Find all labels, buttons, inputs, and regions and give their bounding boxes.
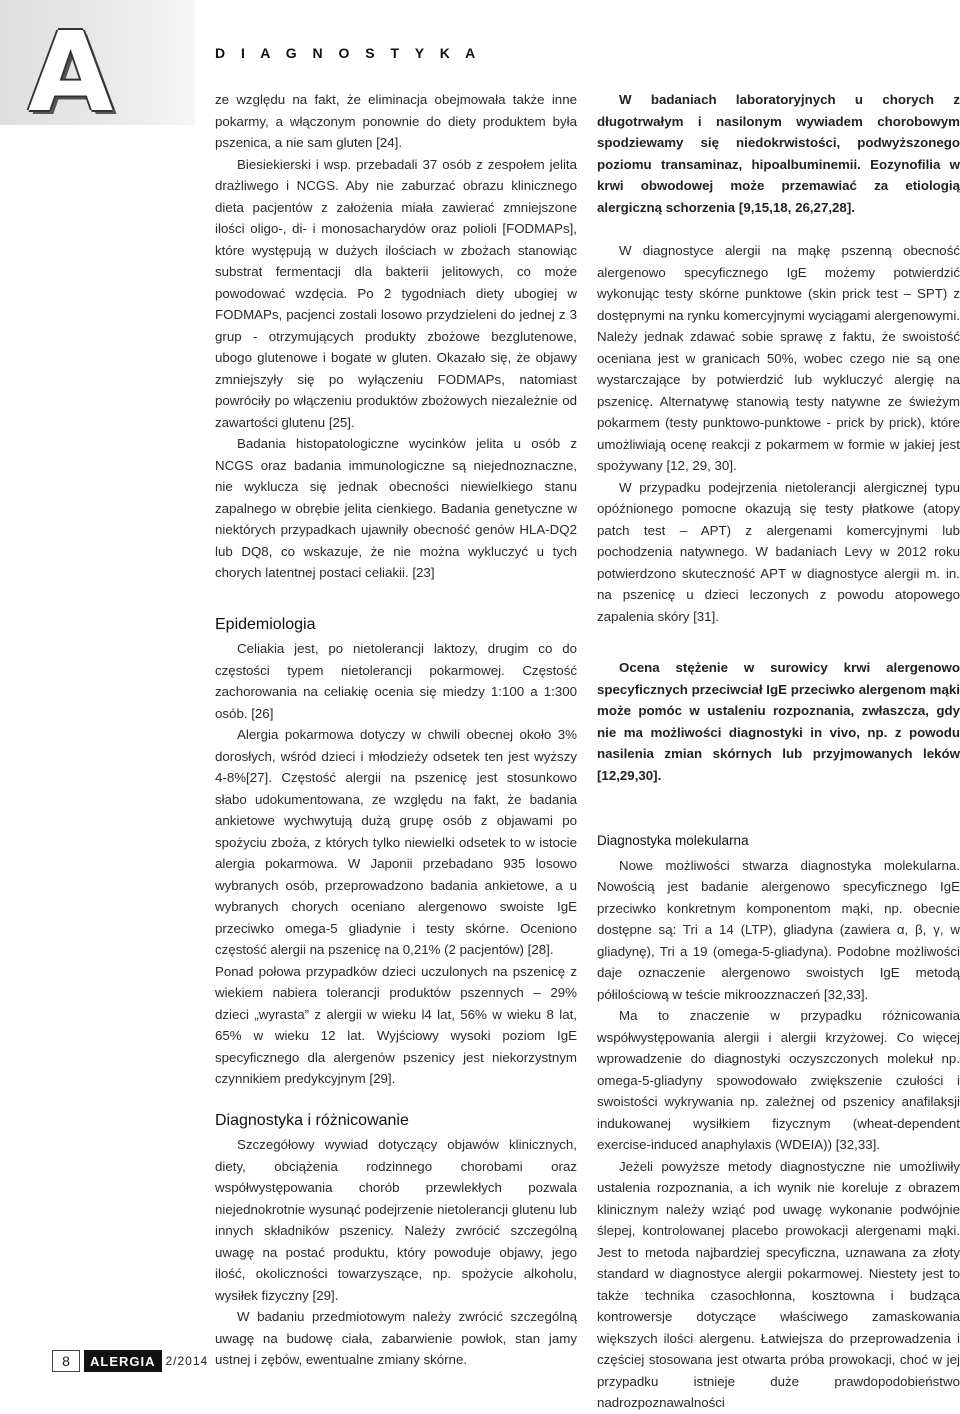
paragraph: Biesiekierski i wsp. przebadali 37 osób z zespołem jelita drażliwego i NCGS. Aby nie zaburzać obrazu klinicznego dieta pacjentów z założenia miała zawierać zmniejszone ilości oligo-, di- i monosacharydów oraz polioli [FODMAPs], które występują w dużych ilościach w zbożach stanowiąc substrat fermentacji dla bakterii jelitowych, co może powodować wzdęcia. Po 2 tygodniach diety ubogiej w FODMAPs, pacjenci zostali losowo przydzieleni do jednej z 3 grup - otrzymujących produkty zbożowe bezglutenowe, ubogo glutenowe i bogate w gluten. Okazało się, że objawy zmniejszyły się po wyłączeniu FODMAPs, natomiast powróciły po włączeniu produktów zbożowych niezależnie od zawartości glutenu [25]. [215, 156, 577, 430]
section-logo-letter: A [28, 8, 114, 136]
paragraph: ze względu na fakt, że eliminacja obejmowała także inne pokarmy, a włączonym ponownie do diety produktem była pszenica, a nie sam gluten [24]. [215, 92, 577, 150]
highlight-paragraph: W badaniach laboratoryjnych u chorych z długotrwałym i nasilonym wywiadem chorobowym spodziewamy się niedokrwistości, podwyższonego poziomu transaminaz, hipoalbuminemii. Eozynofilia w krwi obwodowej może przemawiać za etiologią alergiczną schorzenia [9,15,18, 26,27,28]. [597, 92, 960, 215]
section-title: D I A G N O S T Y K A [215, 45, 482, 61]
paragraph: Ponad połowa przypadków dzieci uczulonych na pszenicę z wiekiem nabiera tolerancji produktów pszennych – 29% dzieci „wyrasta” z alergii w wieku l4 lat, 56% w wieku 8 lat, 65% w wieku 12 lat. Wyjściowy wysoki poziom IgE specyficznego dla alergenów pszenicy jest niekorzystnym czynnikiem predykcyjnym [29]. [215, 963, 577, 1086]
paragraph: Badania histopatologiczne wycinków jelita u osób z NCGS oraz badania immunologiczne są niejednoznaczne, nie wyklucza się jednak obecności niewielkiego stanu zapalnego w obrębie jelita cienkiego. Badania genetyczne w niektórych przypadkach ujawniły obecność genów HLA-DQ2 lub DQ8, co wskazuje, że nie można wykluczyć u tych chorych latentnej postaci celiakii. [23] [215, 436, 577, 580]
paragraph: Szczegółowy wywiad dotyczący objawów klinicznych, diety, obciążenia rodzinnego chorobami oraz współwystępowania chorób przewlekłych pozwala niejednokrotnie wysunąć podejrzenie nietolerancji glutenu lub innych składników pszenicy. Należy zwrócić szczególną uwagę na postać produktu, który powoduje objawy, jego ilość, okoliczności towarzyszące, np. spożycie alkoholu, wysiłek fizyczny [29]. [215, 1137, 577, 1303]
paragraph: W przypadku podejrzenia nietolerancji alergicznej typu opóźnionego pomocne okazują się testy płatkowe (atopy patch test – APT) z alergenami komercyjnymi lub pochodzenia natywnego. W badaniach Levy w 2012 roku potwierdzono skuteczność APT w diagnostyce alergii m. in. na pszenicę u dzieci leczonych z powodu atopowego zapalenia skóry [31]. [597, 479, 960, 624]
journal-issue: 2/2014 [165, 1354, 209, 1368]
heading-diagnostyka: Diagnostyka i różnicowanie [215, 1111, 409, 1129]
paragraph: W badaniu przedmiotowym należy zwrócić szczególną uwagę na budowę ciała, zabarwienie powłok, stan jamy ustnej i zębów, ewentualne zmiany skórne. [215, 1309, 577, 1367]
paragraph: W diagnostyce alergii na mąkę pszenną obecność alergenowo specyficznego IgE możemy potwierdzić wykonując testy skórne punktowe (skin prick test – SPT) z dostępnymi na rynku komercyjnymi wyciągami alergenowymi. Należy jednak zdawać sobie sprawę z faktu, że swoistość oceniana jest w granicach 50%, wobec czego nie są one wystarczające by potwierdzić lub wykluczyć alergię na pszenicę. Alternatywę stanowią testy natywne ze świeżym pokarmem (testy punktowo-punktowe - prick by prick), które umożliwiają ocenę reakcji z pokarmem w formie w jakiej jest spożywany [12, 29, 30]. [597, 243, 960, 473]
page-number: 8 [52, 1350, 80, 1372]
page-footer [52, 1350, 208, 1372]
highlight-paragraph: Ocena stężenie w surowicy krwi alergenowo specyficznych przeciwciał IgE przeciwko alergenom mąki może pomóc w ustaleniu rozpoznania, zwłaszcza, gdy nie ma możliwości diagnostyki in vivo, np. z powodu nasilenia zmian skórnych lub przyjmowanych leków [12,29,30]. [597, 660, 960, 783]
paragraph: Ma to znaczenie w przypadku różnicowania współwystępowania alergii i alergii krzyżowej. Co więcej wprowadzenie do diagnostyki oczyszczonych molekuł np. omega-5-gliadyny spowodowało zwiększenie czułości i swoistości wykrywania np. zależnej od pszenicy anafilaksji indukowanej wysiłkiem fizycznym (wheat-dependent exercise-induced anaphylaxis (WDEIA)) [32,33]. [597, 1008, 960, 1152]
paragraph: Celiakia jest, po nietolerancji laktozy, drugim co do częstości typem nietolerancji pokarmowej. Częstość zachorowania na celiakię ocenia się miedzy 1:100 a 1:300 osób. [26] [215, 641, 577, 721]
corner-decoration [0, 0, 195, 136]
heading-epidemiologia: Epidemiologia [215, 615, 316, 633]
right-column [597, 89, 960, 1414]
heading-diagnostyka-molekularna: Diagnostyka molekularna [597, 833, 749, 848]
paragraph: Jeżeli powyższe metody diagnostyczne nie umożliwiły ustalenia rozpoznania, a ich wynik nie koreluje z obrazem klinicznym należy wziąć pod uwagę wykonanie podwójnie ślepej, kontrolowanej placebo prowokacji alergenami mąki. Jest to metoda najbardziej specyficzna, uznawana za złoty standard w diagnostyce alergii pokarmowej. Niestety jest to także technika czasochłonna, kosztowna i budząca kontrowersje dotyczące właściwego zamaskowania większych ilości alergenu. Łatwiejsza do przeprowadzenia i częściej stosowana jest otwarta próba prowokacji, choć w jej przypadku istnieje duże prawdopodobieństwo nadrozpoznawalności [597, 1158, 960, 1410]
paragraph: Alergia pokarmowa dotyczy w chwili obecnej około 3% dorosłych, wśród dzieci i młodzieży odsetek ten jest wyższy 4-8%[27]. Częstość alergii na pszenicę jest stosunkowo słabo udokumentowana, ze względu na fakt, że badania ankietowe wychwytują dużą grupę osób z objawami po spożyciu zboża, z których tylko niewielki odsetek to w istocie alergia pokarmowa. W Japonii przebadano 935 losowo wybranych osób, przeprowadzono badania ankietowe, a u wybranych chorych oceniano alergenowo swoiste IgE przeciwko omega-5 gliadynie i testy skórne. Oceniono częstość alergii na pszenicę na 0,21% (2 pacjentów) [28]. [215, 727, 577, 957]
paragraph: Nowe możliwości stwarza diagnostyka molekularna. Nowością jest badanie alergenowo specyficznego IgE przeciwko konkretnym komponentom mąki, np. obecnie dostępne są: Tri a 14 (LTP), gliadyna (zawiera α, β, γ, w gliadynę), Tri a 19 (omega-5-gliadyna). Podobne możliwości daje oznaczenie alergenowo swoistych IgE metodą półilościową w teście mikroozznaczeń [32,33]. [597, 857, 960, 1002]
left-column [215, 89, 577, 1371]
journal-name: ALERGIA [84, 1350, 162, 1372]
